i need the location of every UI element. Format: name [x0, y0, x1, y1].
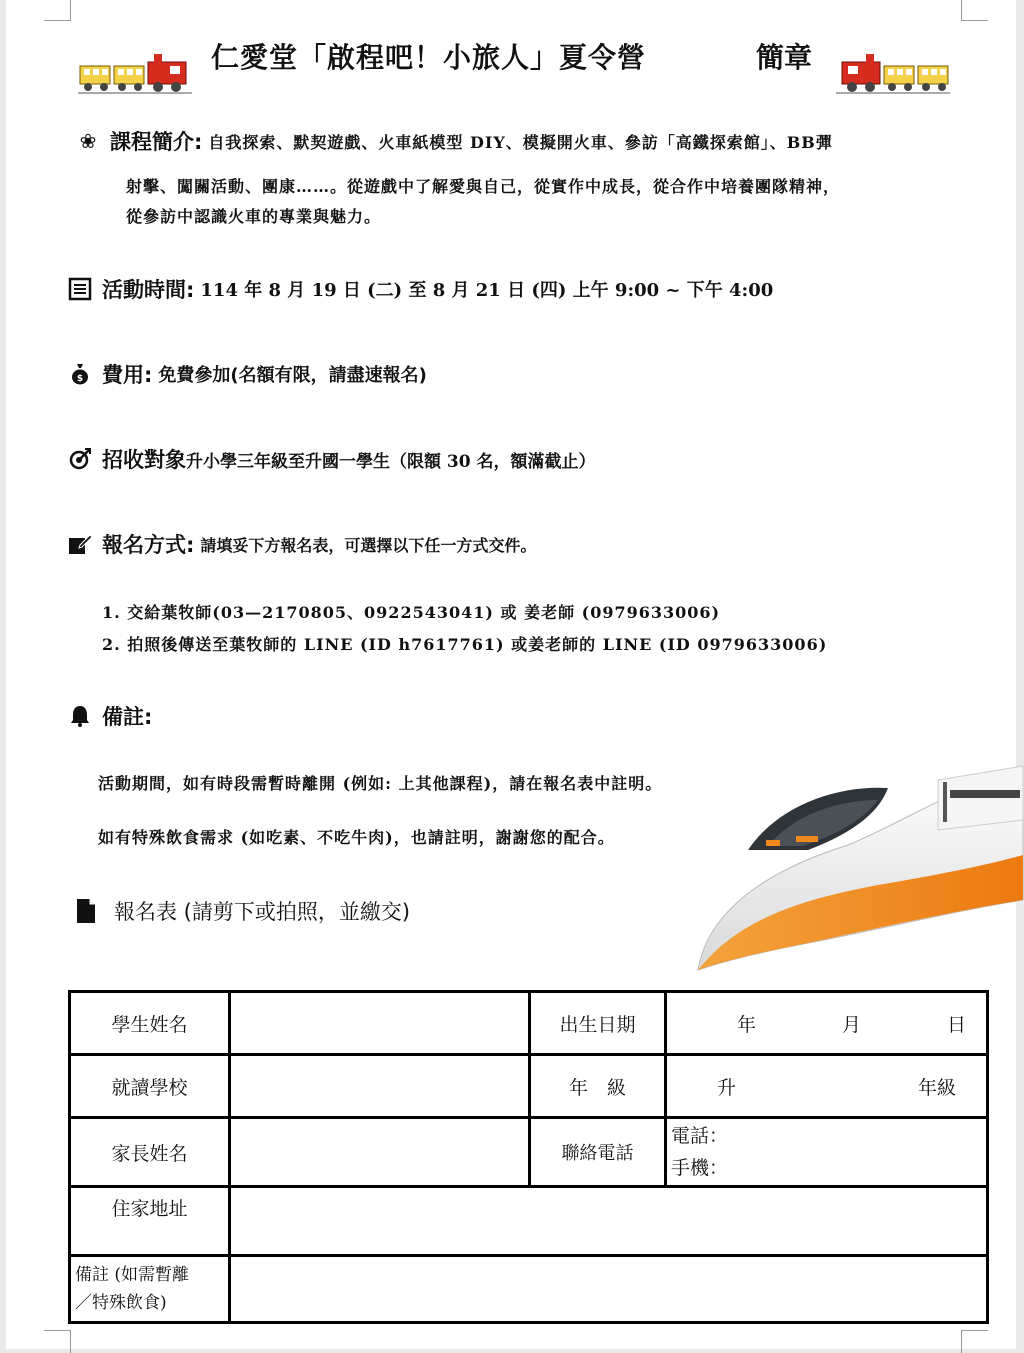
remarks-label-line-2: ／特殊飲食)	[75, 1293, 167, 1313]
parent-name-label: 家長姓名	[70, 1118, 230, 1187]
notes-line-1: 活動期間，如有時段需暫時離開 (例如: 上其他課程)，請在報名表中註明。	[98, 774, 663, 793]
grade-suffix: 年級	[917, 1076, 956, 1099]
signup-label: 報名方式:	[102, 533, 195, 557]
fee-label: 費用:	[102, 363, 153, 387]
table-row	[70, 1118, 988, 1187]
signup-value: 請填妥下方報名表，可選擇以下任一方式交件。	[200, 535, 537, 555]
svg-text:$: $	[76, 374, 84, 384]
bell-icon	[66, 705, 94, 727]
grade-label: 年 級	[530, 1055, 666, 1118]
pencil-note-icon	[66, 533, 94, 555]
address-field[interactable]	[230, 1187, 988, 1256]
birth-date-label: 出生日期	[530, 992, 666, 1055]
course-label: 課程簡介:	[110, 130, 203, 154]
table-row	[70, 1055, 988, 1118]
target-label: 招收對象	[102, 448, 186, 472]
contact-phone-label: 聯絡電話	[530, 1118, 666, 1187]
corner-mark	[961, 0, 988, 21]
course-line-1: 自我探索、默契遊戲、火車紙模型 DIY、模擬開火車、參訪「高鐵探索館」、BB彈	[208, 132, 833, 152]
student-name-label: 學生姓名	[70, 992, 230, 1055]
fee-value: 免費參加(名額有限，請盡速報名)	[158, 365, 427, 386]
form-section	[72, 896, 410, 926]
target-value: 升小學三年級至升國一學生（限額 30 名，額滿截止）	[186, 451, 596, 472]
toy-train-icon	[836, 52, 952, 96]
remarks-label-line-1: 備註 (如需暫離	[75, 1265, 190, 1285]
toy-train-icon	[78, 52, 194, 96]
school-field[interactable]	[230, 1055, 530, 1118]
fee-section	[66, 359, 427, 389]
remarks-label	[70, 1256, 230, 1323]
form-heading: 報名表 (請剪下或拍照，並繳交)	[114, 900, 411, 924]
corner-mark	[44, 1330, 71, 1353]
document-icon	[72, 898, 100, 924]
signup-section	[66, 529, 536, 559]
table-row	[70, 1256, 988, 1323]
phone-label: 電話：	[671, 1125, 729, 1147]
remarks-field[interactable]	[230, 1256, 988, 1323]
money-bag-icon	[66, 363, 94, 385]
document-page	[6, 0, 1016, 1349]
school-label: 就讀學校	[70, 1055, 230, 1118]
signup-item-1: 1. 交給葉牧師(03—2170805、0922543041) 或 姜老師 (0979633006)	[102, 603, 721, 622]
table-row	[70, 992, 988, 1055]
target-icon	[66, 447, 94, 471]
signup-item-2: 2. 拍照後傳送至葉牧師的 LINE (ID h7617761) 或姜老師的 LINE (ID 0979633006)	[102, 635, 828, 654]
address-label: 住家地址	[70, 1187, 230, 1256]
parent-name-field[interactable]	[230, 1118, 530, 1187]
document-title: 仁愛堂「啟程吧！小旅人」夏令營	[211, 41, 647, 74]
course-line-3: 從參訪中認識火車的專業與魅力。	[126, 207, 382, 226]
birth-date-field[interactable]	[666, 992, 988, 1055]
grade-field[interactable]	[666, 1055, 988, 1118]
table-row	[70, 1187, 988, 1256]
notes-line-2: 如有特殊飲食需求 (如吃素、不吃牛肉)，也請註明，謝謝您的配合。	[98, 828, 615, 847]
student-name-field[interactable]	[230, 992, 530, 1055]
registration-form-table	[68, 990, 989, 1324]
time-section	[66, 274, 773, 304]
high-speed-train-icon	[678, 760, 1024, 980]
document-title-suffix: 簡章	[756, 41, 813, 74]
contact-phone-field[interactable]	[666, 1118, 988, 1187]
target-section	[66, 444, 596, 474]
notes-section	[66, 701, 152, 731]
year-label: 年	[737, 1013, 757, 1036]
corner-mark	[44, 0, 71, 21]
course-line-2: 射擊、闖關活動、團康……。從遊戲中了解愛與自己，從實作中成長，從合作中培養團隊精神，	[126, 177, 841, 196]
month-label: 月	[841, 1013, 861, 1036]
course-section	[74, 126, 833, 156]
mobile-label: 手機：	[671, 1157, 729, 1179]
grade-prefix: 升	[717, 1076, 737, 1099]
calendar-list-icon	[66, 277, 94, 301]
corner-mark	[961, 1330, 988, 1353]
day-label: 日	[946, 1013, 966, 1036]
leaf-icon: ❀	[79, 129, 97, 153]
notes-label: 備註:	[102, 705, 153, 729]
time-label: 活動時間:	[102, 278, 195, 302]
time-value: 114 年 8 月 19 日 (二) 至 8 月 21 日 (四) 上午 9:00 ~ 下午 4:00	[200, 280, 774, 301]
